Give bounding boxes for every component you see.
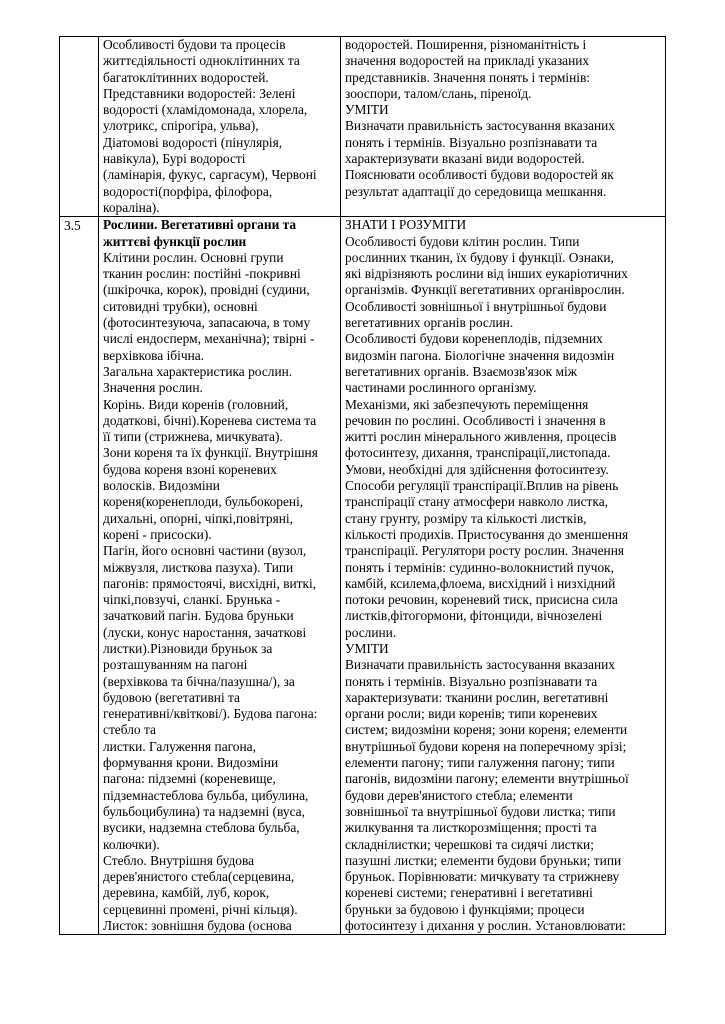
content-line: Загальна характеристика рослин. (103, 363, 293, 379)
content-line: листки. Галуження пагона, (103, 738, 256, 754)
content-line: ситовидні трубки), основні (103, 298, 258, 314)
topic-title-line: життєві функції рослин (103, 233, 247, 249)
requirement-line: камбій, ксилема,флоема, висхідний і низхідний (345, 575, 616, 591)
requirement-line: пазушні листки; елементи будови бруньки; типи (345, 852, 622, 868)
requirements-cell (341, 37, 666, 217)
content-line: розташуванням на пагоні (103, 657, 248, 673)
content-line: пагона: підземні (кореневище, (103, 771, 276, 787)
requirement-line: характеризувати вказані види водоростей. (345, 151, 585, 167)
content-line: зачатковий пагін. Будова бруньки (103, 608, 294, 624)
content-line: тканин рослин: постійні -покривні (103, 266, 301, 282)
content-line: міжвузля, листкова пазуха). Типи (103, 559, 294, 575)
requirement-line: пагонів, видозміни пагону; елементи внутрішньої (345, 771, 629, 787)
content-line: Корінь. Види коренів (головний, (103, 396, 289, 412)
content-line: Стебло. Внутрішня будова (103, 852, 255, 868)
content-line: пагонів: прямостоячі, висхідні, виткі, (103, 575, 317, 591)
content-cell (99, 217, 341, 935)
requirement-line: Способи регуляції транспірації.Вплив на рівень (345, 478, 619, 494)
content-line: Клітини рослин. Основні групи (103, 249, 284, 265)
requirement-line: понять і термінів. Візуально розпізнавати та (345, 673, 598, 689)
content-line: (верхівкова та бічна/пазушна/), за (103, 673, 295, 689)
requirement-line: характеризувати: тканини рослин, вегетативні (345, 689, 609, 705)
requirement-line: органи росли; види коренів; типи кореневих (345, 706, 598, 722)
content-line: Листок: зовнішня будова (основа (103, 918, 292, 934)
content-line: серцевинні промені, річні кільця). (103, 901, 298, 917)
requirement-line: результат адаптації до середовища мешкання. (345, 183, 607, 199)
content-line: багатоклітинних водоростей. (103, 69, 269, 85)
content-line: Представники водоростей: Зелені (103, 85, 296, 101)
requirement-line: Визначати правильність застосування вказаних (345, 657, 615, 673)
requirement-line: зооспори, талом/слань, піреноїд. (345, 85, 532, 101)
requirement-line: фотосинтезу, дихання, транспірації,листопада. (345, 445, 611, 461)
row-number: 3.5 (64, 218, 81, 234)
requirement-line: бруньки за будовою і функціями; процеси (345, 901, 585, 917)
requirement-line: УМІТИ (345, 640, 389, 656)
requirement-line: рослини. (345, 624, 397, 640)
content-line: Значення рослин. (103, 380, 203, 396)
table-row (60, 217, 666, 935)
content-line: волосків. Видозміни (103, 478, 220, 494)
table-row (60, 37, 666, 217)
requirement-line: ЗНАТИ І РОЗУМІТИ (345, 217, 467, 233)
content-line: вусики, надземна стеблова бульба, (103, 820, 300, 836)
content-line: корені - присоски). (103, 526, 212, 542)
content-line: кораліна). (103, 199, 160, 215)
requirement-line: вегетативних органів. Взаємозв'язок між (345, 363, 577, 379)
content-line: верхівкова ібічна. (103, 347, 205, 363)
content-line: підземнастеблова бульба, цибулина, (103, 787, 309, 803)
content-line: (фотосинтезуюча, запасаюча, в тому (103, 315, 311, 331)
requirement-line: Визначати правильність застосування вказаних (345, 118, 615, 134)
requirement-line: Особливості зовнішньої і внутрішньої будови (345, 298, 607, 314)
content-line: додаткові, бічні).Коренева система та (103, 412, 317, 428)
content-line: Пагін, його основні частини (вузол, (103, 543, 307, 559)
requirement-line: видозмін пагона. Біологічне значення видозмін (345, 347, 615, 363)
content-line: генеративні/квіткові/). Будова пагона: (103, 706, 318, 722)
requirement-line: жилкування та листкорозміщення; прості та (345, 820, 597, 836)
curriculum-table-body (60, 37, 666, 935)
requirement-line: понять і термінів. Візуально розпізнавати та (345, 134, 598, 150)
requirement-line: Пояснювати особливості будови водоростей як (345, 167, 614, 183)
requirement-line: які відрізняють рослини від інших еукаріотичних (345, 266, 628, 282)
topic-title-line: Рослини. Вегетативні органи та (103, 217, 297, 233)
content-line: (шкірочка, корок), провідні (судини, (103, 282, 310, 298)
requirement-line: зовнішньої та внутрішньої будови листка; типи (345, 803, 616, 819)
requirement-line: будови дерев'янистого стебла; елементи (345, 787, 573, 803)
requirements-cell (341, 217, 666, 935)
content-line: життєдіяльності одноклітинних та (103, 53, 300, 69)
content-line: числі ендосперм, механічна); твірні - (103, 331, 315, 347)
content-line: деревина, камбій, луб, корок, (103, 885, 270, 901)
requirement-line: стану грунту, розміру та кількості листків, (345, 510, 587, 526)
requirement-line: рослинних тканин, їх будову і функції. Ознаки, (345, 249, 614, 265)
content-line: водорості(порфіра, філофора, (103, 183, 273, 199)
content-line: чіпкі,повзучі, сланкі. Брунька - (103, 592, 281, 608)
content-line: кореня(коренеплоди, бульбокорені, (103, 494, 304, 510)
content-line: будова кореня взоні кореневих (103, 461, 277, 477)
content-line: (луски, конус наростання, зачаткові (103, 624, 307, 640)
content-line: Діатомові водорості (пінулярія, (103, 134, 283, 150)
content-line: Зони кореня та їх функції. Внутрішня (103, 445, 318, 461)
content-line: (ламінарія, фукус, саргасум), Червоні (103, 167, 317, 183)
requirement-line: водоростей. Поширення, різноманітність і (345, 37, 587, 52)
content-line: дерев'янистого стебла(серцевина, (103, 869, 295, 885)
requirement-line: речовин по рослині. Особливості і значення в (345, 412, 606, 428)
requirement-line: складнілистки; черешкові та сидячі листки; (345, 836, 594, 852)
content-line: улотрикс, спірогіра, ульва), (103, 118, 259, 134)
requirement-line: фотосинтезу і дихання у рослин. Установлювати: (345, 918, 626, 934)
requirement-line: УМІТИ (345, 102, 389, 118)
content-line: навікула), Бурі водорості (103, 151, 246, 167)
requirement-line: представників. Значення понять і термінів: (345, 69, 591, 85)
requirement-line: частинами рослинного організму. (345, 380, 537, 396)
content-line: листки).Різновиди бруньок за (103, 640, 273, 656)
content-line: дихальні, опорні, чіпкі,повітряні, (103, 510, 293, 526)
content-line: Особливості будови та процесів (103, 37, 286, 52)
content-line: формування крони. Видозміни (103, 755, 279, 771)
requirement-line: систем; видозміни кореня; зони кореня; елементи (345, 722, 628, 738)
content-line: водорості (хламідомонада, хлорела, (103, 102, 308, 118)
requirement-line: транспірації. Регулятори росту рослин. Значення (345, 543, 625, 559)
requirement-line: транспірації стану атмосфери навколо листка, (345, 494, 608, 510)
requirement-line: бруньок. Порівнювати: мичкувату та стрижневу (345, 869, 620, 885)
row-number (64, 37, 95, 38)
requirement-line: житті рослин мінерального живлення, процесів (345, 429, 617, 445)
requirement-line: Механізми, які забезпечують переміщення (345, 396, 589, 412)
requirement-line: Особливості будови коренеплодів, підземних (345, 331, 603, 347)
requirement-line: понять і термінів: судинно-волокнистий пучок, (345, 559, 614, 575)
content-cell (99, 37, 341, 217)
content-line: бульбоцибулина) та надземні (вуса, (103, 803, 305, 819)
requirement-line: значення водоростей на прикладі указаних (345, 53, 590, 69)
content-line: її типи (стрижнева, мичкувата). (103, 429, 283, 445)
content-line: будовою (вегетативні та (103, 689, 240, 705)
requirement-line: організмів. Функції вегетативних органіврослин. (345, 282, 625, 298)
content-line: колючки). (103, 836, 160, 852)
requirement-line: вегетативних органів рослин. (345, 315, 514, 331)
requirement-line: листків,фітогормони, фітонциди, вічнозелені (345, 608, 603, 624)
row-number-cell (60, 217, 99, 935)
requirement-line: Умови, необхідні для здійснення фотосинтезу. (345, 461, 609, 477)
requirement-line: Особливості будови клітин рослин. Типи (345, 233, 580, 249)
requirement-line: кореневі системи; генеративні і вегетативні (345, 885, 593, 901)
content-line: стебло та (103, 722, 156, 738)
requirement-line: внутрішньої будови кореня на поперечному зрізі; (345, 738, 627, 754)
requirement-line: кількості продихів. Пристосування до зменшення (345, 526, 629, 542)
row-number-cell (60, 37, 99, 217)
requirement-line: потоки речовин, кореневий тиск, присисна сила (345, 592, 618, 608)
curriculum-table (59, 36, 666, 935)
requirement-line: елементи пагону; типи галуження пагону; типи (345, 755, 615, 771)
